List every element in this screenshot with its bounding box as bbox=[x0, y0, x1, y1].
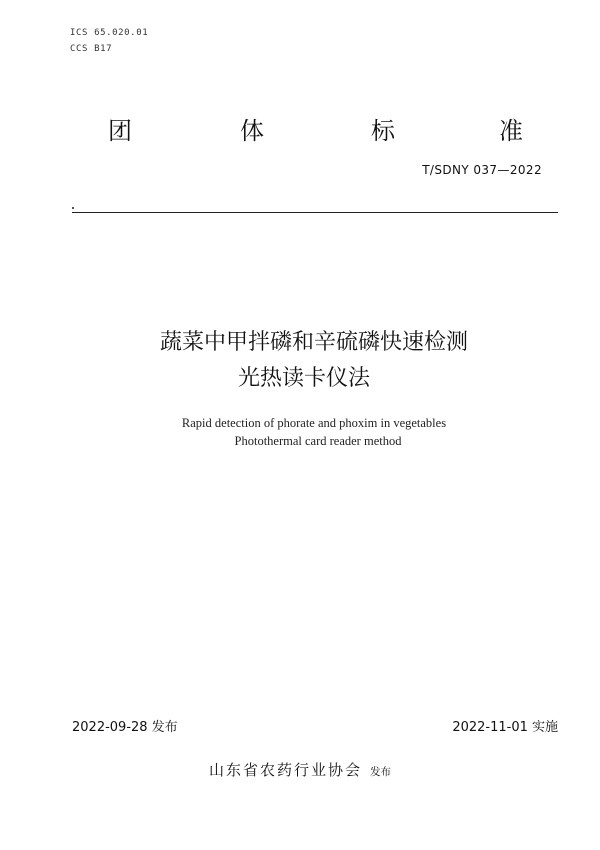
implementation-date: 2022-11-01 实施 bbox=[452, 720, 558, 735]
title-english-line-1: Rapid detection of phorate and phoxim in vegetables bbox=[181, 416, 447, 430]
standard-type-char: 体 bbox=[240, 117, 264, 145]
header-divider bbox=[72, 212, 558, 213]
standard-type-char: 团 bbox=[108, 117, 132, 145]
standard-type-char: 准 bbox=[499, 117, 523, 145]
title-chinese-line-2: 光热读卡仪法 bbox=[237, 366, 370, 391]
publisher-line bbox=[0, 759, 600, 780]
standard-number: T/SDNY 037—2022 bbox=[422, 163, 542, 177]
ccs-code: CCS B17 bbox=[70, 44, 113, 54]
standard-type-char: 标 bbox=[371, 117, 395, 145]
ics-code: ICS 65.020.01 bbox=[70, 28, 149, 38]
publisher-name: 山东省农药行业协会 bbox=[208, 761, 362, 779]
title-english-line-2: Photothermal card reader method bbox=[234, 434, 402, 448]
divider-mark bbox=[72, 207, 74, 209]
publisher-suffix: 发布 bbox=[370, 766, 391, 778]
issue-date: 2022-09-28 发布 bbox=[72, 720, 178, 735]
standard-type-heading bbox=[0, 116, 600, 146]
title-chinese-line-1: 蔬菜中甲拌磷和辛硫磷快速检测 bbox=[159, 330, 468, 355]
